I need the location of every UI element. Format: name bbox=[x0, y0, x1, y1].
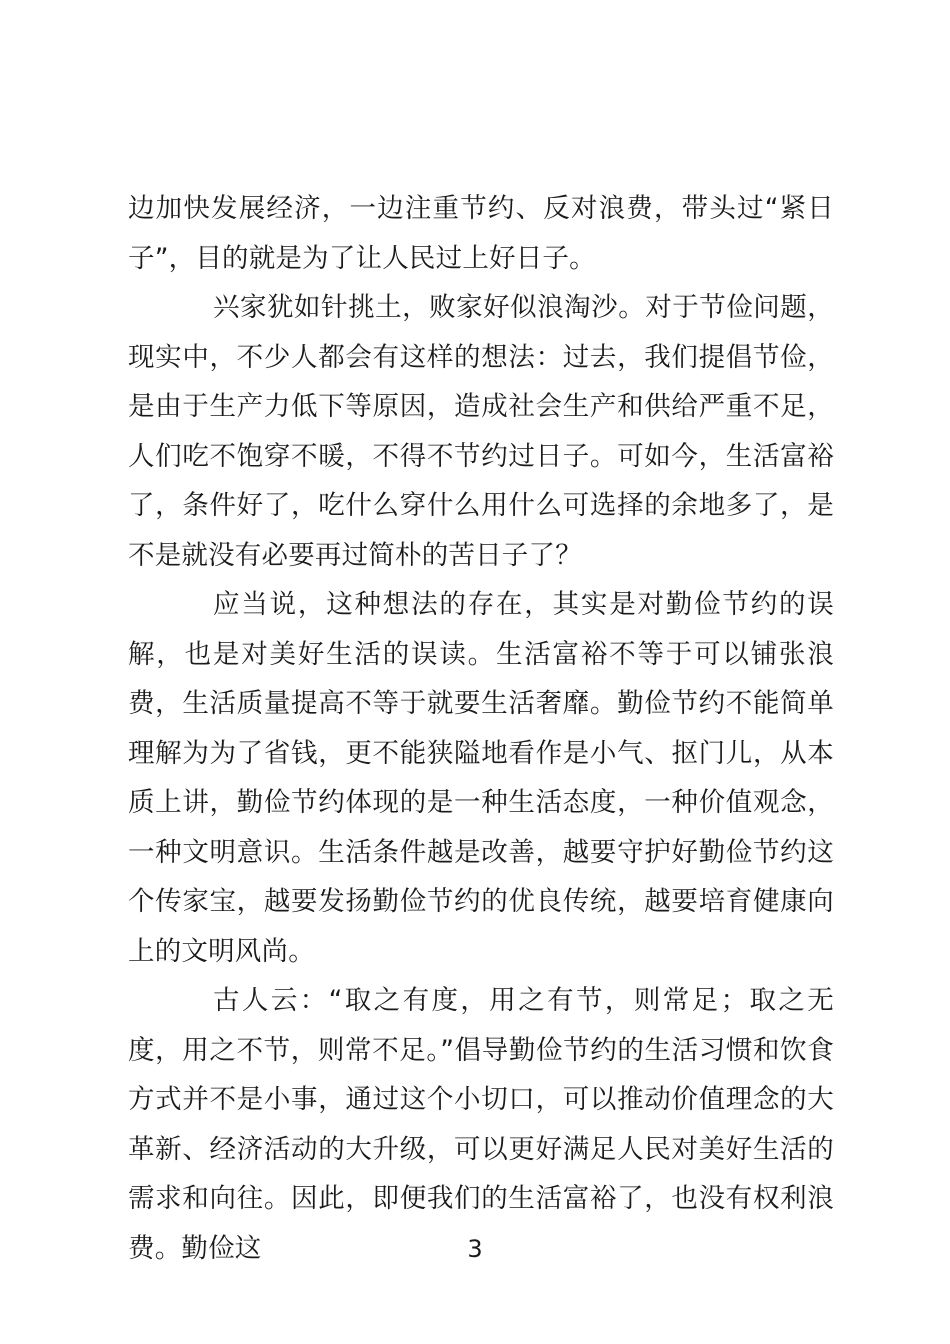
document-body bbox=[128, 184, 834, 1273]
paragraph-4: 古人云：“取之有度，用之有节，则常足；取之无度，用之不节，则常不足。”倡导勤俭节约的生活习惯和饮食方式并不是小事，通过这个小切口，可以推动价值理念的大革新、经济活动的大升级，可以更好满足人民对美好生活的需求和向往。因此，即便我们的生活富裕了，也没有权利浪费。勤俭这 bbox=[128, 985, 834, 1264]
paragraph-2: 兴家犹如针挑土，败家好似浪淘沙。对于节俭问题，现实中，不少人都会有这样的想法：过去，我们提倡节俭，是由于生产力低下等原因，造成社会生产和供给严重不足，人们吃不饱穿不暖，不得不节约过日子。可如今，生活富裕了，条件好了，吃什么穿什么用什么可选择的余地多了，是不是就没有必要再过简朴的苦日子了？ bbox=[128, 292, 834, 571]
paragraph-3: 应当说，这种想法的存在，其实是对勤俭节约的误解，也是对美好生活的误读。生活富裕不等于可以铺张浪费，生活质量提高不等于就要生活奢靡。勤俭节约不能简单理解为为了省钱，更不能狭隘地看作是小气、抠门儿，从本质上讲，勤俭节约体现的是一种生活态度，一种价值观念，一种文明意识。生活条件越是改善，越要守护好勤俭节约这个传家宝，越要发扬勤俭节约的优良传统，越要培育健康向上的文明风尚。 bbox=[128, 589, 834, 967]
page-number: 3 bbox=[467, 1235, 483, 1263]
paragraph-1: 边加快发展经济，一边注重节约、反对浪费，带头过“紧日子”，目的就是为了让人民过上好日子。 bbox=[128, 193, 834, 274]
